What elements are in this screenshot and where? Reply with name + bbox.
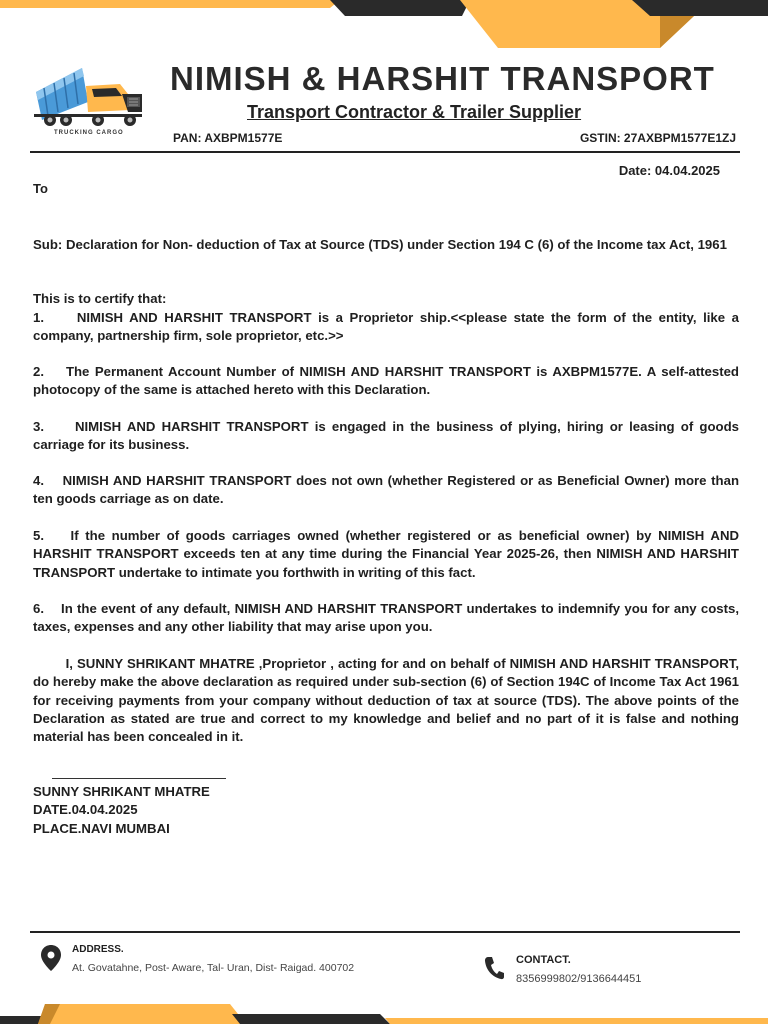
- top-decorative-band: [0, 0, 768, 50]
- bottom-band-left-dark: [0, 1016, 45, 1024]
- company-subtitle: Transport Contractor & Trailer Supplier: [247, 102, 582, 122]
- signature-line: [52, 778, 226, 779]
- address-title: ADDRESS.: [72, 944, 124, 955]
- signature-block: [33, 783, 210, 838]
- logo-caption: TRUCKING CARGO: [54, 130, 124, 136]
- intro-text: This is to certify that:: [33, 291, 167, 306]
- truck-icon: [32, 62, 146, 130]
- phone-icon: [484, 956, 504, 980]
- point-text: 3. NIMISH AND HARSHIT TRANSPORT is engaged in the business of plying, hiring or leasing of goods carriage for its business.: [33, 419, 739, 453]
- declaration-text: I, SUNNY SHRIKANT MHATRE ,Proprietor , acting for and on behalf of NIMISH AND HARSHIT TRANSPORT, do hereby make the above declaration as required under sub-section (6) of Section 194C of Income Tax Act 1961 for receiving payments from your company without deduction of tax at source (TDS). The above points of the Declaration as stated are true and correct to my knowledge and belief and no part of it is false and nothing material has been concealed in it.: [33, 656, 739, 745]
- bottom-band-accent: [38, 1004, 246, 1024]
- declaration-paragraph: [33, 655, 739, 746]
- signatory-name: SUNNY SHRIKANT MHATRE: [33, 784, 210, 799]
- top-band-dark-segment: [330, 0, 470, 16]
- signature-place: PLACE.NAVI MUMBAI: [33, 820, 170, 836]
- company-name: NIMISH & HARSHIT TRANSPORT: [170, 60, 715, 97]
- point-4: [33, 472, 739, 509]
- point-1: [33, 309, 739, 346]
- footer-divider: [30, 931, 740, 933]
- top-band-left-stripe: [0, 0, 340, 8]
- point-6: [33, 600, 739, 637]
- top-band-right-dark: [632, 0, 768, 16]
- point-2: [33, 363, 739, 400]
- pan-number: PAN: AXBPM1577E: [173, 131, 283, 145]
- letter-subject: [33, 236, 739, 254]
- contact-number: 8356999802/9136644451: [516, 973, 642, 985]
- contact-title: CONTACT.: [516, 954, 571, 966]
- point-text: 2. The Permanent Account Number of NIMISH AND HARSHIT TRANSPORT is AXBPM1577E. A self-attested photocopy of the same is attached hereto with this Declaration.: [33, 364, 739, 398]
- bottom-band-mid-dark: [232, 1014, 390, 1024]
- gstin-number: GSTIN: 27AXBPM1577E1ZJ: [579, 131, 736, 145]
- point-5: [33, 527, 739, 582]
- subject-text: Sub: Declaration for Non- deduction of Tax at Source (TDS) under Section 194 C (6) of the Income tax Act, 1961: [33, 237, 727, 252]
- point-3: [33, 418, 739, 455]
- letter-date: Date: 04.04.2025: [618, 163, 720, 178]
- letter-to: To: [33, 181, 48, 196]
- signature-date: DATE.04.04.2025: [33, 802, 138, 818]
- location-pin-icon: [40, 944, 62, 972]
- point-text: 6. In the event of any default, NIMISH AND HARSHIT TRANSPORT undertakes to indemnify you for any costs, taxes, expenses and any other liability that may arise upon you.: [33, 601, 739, 635]
- certify-intro: [33, 290, 739, 308]
- top-band-accent-shadow: [660, 16, 694, 48]
- bottom-band-right-stripe: [385, 1018, 768, 1024]
- bottom-decorative-band: [0, 1000, 768, 1024]
- header-divider: [30, 151, 740, 153]
- point-text: 1. NIMISH AND HARSHIT TRANSPORT is a Proprietor ship.<<please state the form of the entity, like a company, partnership firm, sole proprietor, etc.>>: [33, 310, 739, 344]
- address-text: At. Govatahne, Post- Aware, Tal- Uran, Dist- Raigad. 400702: [72, 962, 355, 974]
- point-text: 5. If the number of goods carriages owned (whether registered or as beneficial owner) by NIMISH AND HARSHIT TRANSPORT exceeds ten at any time during the Financial Year 2025-26, then NIMISH AND HARSHIT TRANSPORT undertake to intimate you forthwith in writing of this fact.: [33, 528, 739, 580]
- point-text: 4. NIMISH AND HARSHIT TRANSPORT does not own (whether Registered or as Beneficial Owner) more than ten goods carriage as on date.: [33, 473, 739, 507]
